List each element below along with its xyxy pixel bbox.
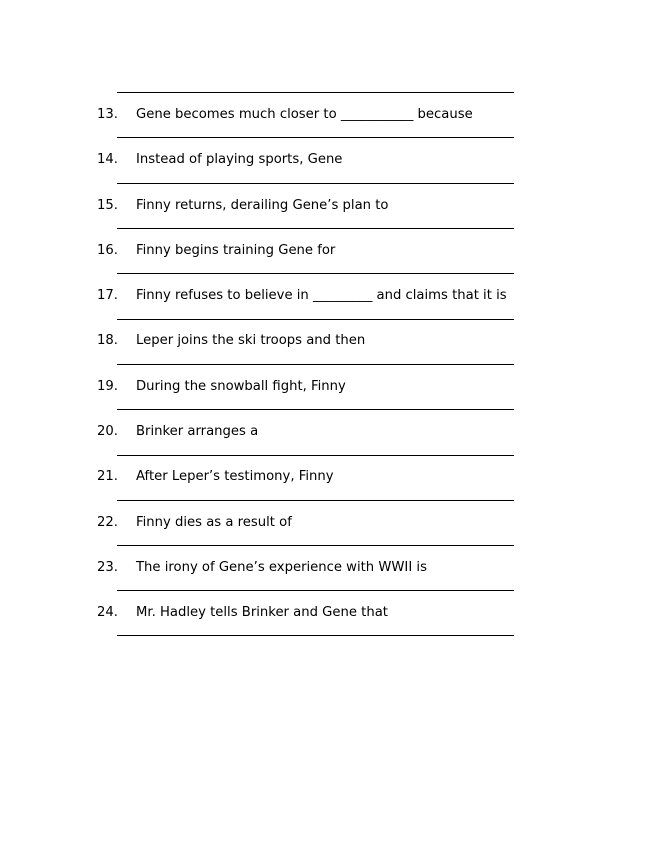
- answer-line[interactable]: [117, 500, 514, 501]
- question-20: [97, 422, 527, 442]
- question-23: [97, 558, 527, 578]
- answer-line[interactable]: [117, 319, 514, 320]
- question-prompt: After Leper’s testimony, Finny: [136, 469, 334, 484]
- question-17: [97, 286, 527, 306]
- question-prompt: Finny returns, derailing Gene’s plan to: [136, 198, 389, 213]
- question-number: 13.: [97, 107, 118, 122]
- question-prompt: Mr. Hadley tells Brinker and Gene that: [136, 605, 388, 620]
- question-18: [97, 331, 527, 351]
- question-21: [97, 467, 527, 487]
- question-prompt: Instead of playing sports, Gene: [136, 152, 343, 167]
- question-number: 21.: [97, 469, 118, 484]
- question-number: 24.: [97, 605, 118, 620]
- question-number: 16.: [97, 243, 118, 258]
- question-number: 20.: [97, 424, 118, 439]
- question-prompt: Gene becomes much closer to ___________ because: [136, 107, 473, 122]
- answer-line[interactable]: [117, 92, 514, 93]
- question-14: [97, 150, 527, 170]
- question-number: 17.: [97, 288, 118, 303]
- question-prompt: During the snowball fight, Finny: [136, 379, 346, 394]
- question-16: [97, 241, 527, 261]
- question-prompt: Brinker arranges a: [136, 424, 259, 439]
- answer-line[interactable]: [117, 455, 514, 456]
- question-number: 14.: [97, 152, 118, 167]
- question-13: [97, 105, 527, 125]
- answer-line[interactable]: [117, 183, 514, 184]
- question-number: 22.: [97, 515, 118, 530]
- question-19: [97, 377, 527, 397]
- question-prompt: The irony of Gene’s experience with WWII is: [136, 560, 427, 575]
- answer-line[interactable]: [117, 590, 514, 591]
- question-number: 15.: [97, 198, 118, 213]
- question-prompt: Finny refuses to believe in _________ and claims that it is: [136, 288, 507, 303]
- question-prompt: Finny begins training Gene for: [136, 243, 336, 258]
- answer-line[interactable]: [117, 545, 514, 546]
- question-number: 18.: [97, 333, 118, 348]
- question-22: [97, 513, 527, 533]
- answer-line[interactable]: [117, 137, 514, 138]
- answer-line[interactable]: [117, 409, 514, 410]
- answer-line[interactable]: [117, 273, 514, 274]
- question-24: [97, 603, 527, 623]
- answer-line[interactable]: [117, 635, 514, 636]
- question-prompt: Leper joins the ski troops and then: [136, 333, 366, 348]
- answer-line[interactable]: [117, 364, 514, 365]
- question-number: 23.: [97, 560, 118, 575]
- question-prompt: Finny dies as a result of: [136, 515, 292, 530]
- answer-line[interactable]: [117, 228, 514, 229]
- question-15: [97, 196, 527, 216]
- question-number: 19.: [97, 379, 118, 394]
